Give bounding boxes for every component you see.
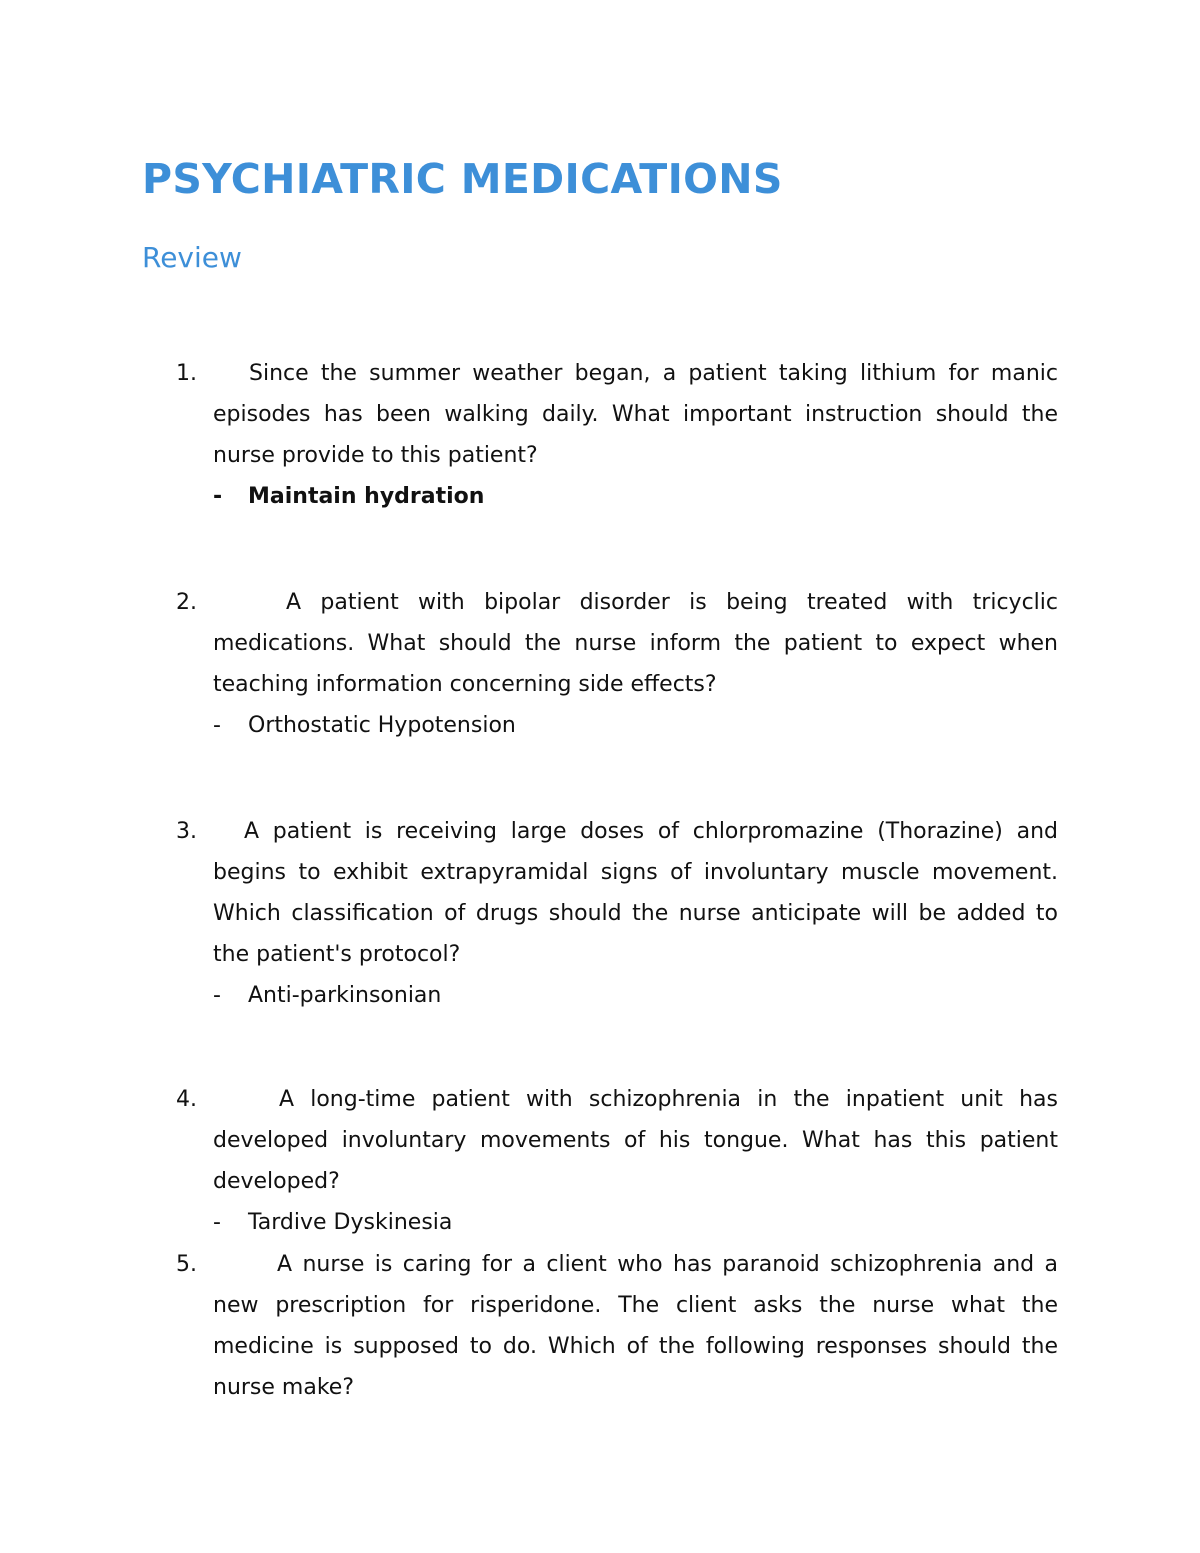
question-number: 1. <box>176 361 197 386</box>
answer-line <box>213 476 1058 517</box>
question-item <box>172 353 1058 517</box>
answer-line <box>213 705 1058 746</box>
document-subtitle: Review <box>142 241 242 274</box>
question-number: 5. <box>176 1252 197 1277</box>
answer-line <box>213 975 1058 1016</box>
answer-text: Maintain hydration <box>248 484 485 509</box>
question-item <box>172 582 1058 746</box>
answer-dash: - <box>213 713 221 738</box>
question-number: 2. <box>176 590 197 615</box>
answer-dash: - <box>213 484 223 509</box>
answer-text: Orthostatic Hypotension <box>248 713 516 738</box>
question-text: Since the summer weather began, a patient taking lithium for manic episodes has been walking daily. What important instruction should the nurse provide to this patient? <box>213 361 1058 468</box>
document-title: PSYCHIATRIC MEDICATIONS <box>142 155 783 203</box>
question-item <box>172 811 1058 1016</box>
answer-line <box>213 1202 1058 1243</box>
answer-dash: - <box>213 983 221 1008</box>
answer-text: Anti-parkinsonian <box>248 983 442 1008</box>
question-number: 4. <box>176 1087 197 1112</box>
question-item <box>172 1244 1058 1408</box>
question-text: A nurse is caring for a client who has paranoid schizophrenia and a new prescription for risperidone. The client asks the nurse what the medicine is supposed to do. Which of the following responses should the nurse make? <box>213 1252 1058 1400</box>
question-number: 3. <box>176 819 197 844</box>
question-item <box>172 1079 1058 1243</box>
question-text: A long-time patient with schizophrenia in the inpatient unit has developed involuntary movements of his tongue. What has this patient developed? <box>213 1087 1058 1194</box>
answer-dash: - <box>213 1210 221 1235</box>
answer-text: Tardive Dyskinesia <box>248 1210 453 1235</box>
question-text: A patient with bipolar disorder is being treated with tricyclic medications. What should the nurse inform the patient to expect when teaching information concerning side effects? <box>213 590 1058 697</box>
question-text: A patient is receiving large doses of chlorpromazine (Thorazine) and begins to exhibit extrapyramidal signs of involuntary muscle movement. Which classification of drugs should the nurse anticipate will be added to the patient's protocol? <box>213 819 1058 967</box>
